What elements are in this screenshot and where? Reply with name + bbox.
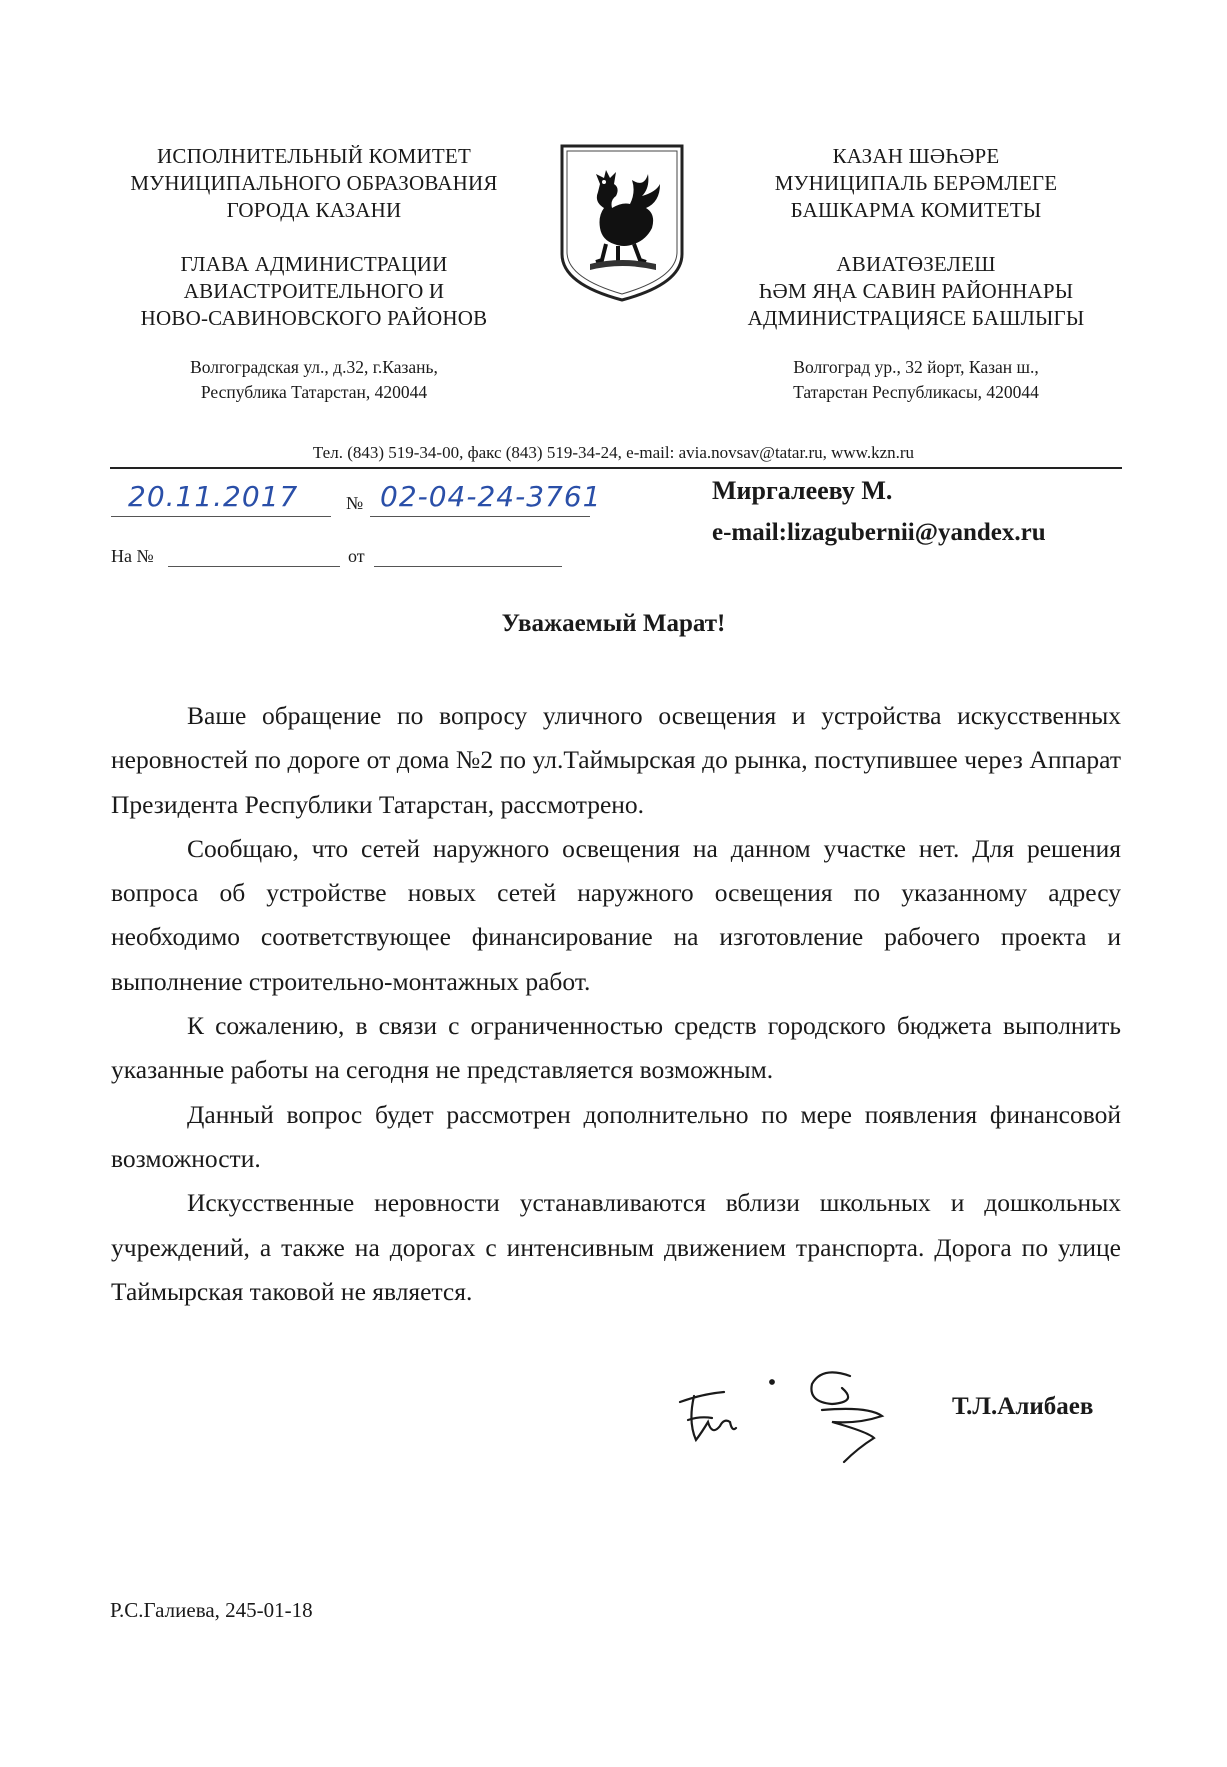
number-label: № — [346, 493, 364, 513]
body-paragraph: Ваше обращение по вопросу уличного освещения и устройства искусственных неровностей по дороге от дома №2 по ул.Таймырская до рынка, поступившее через Аппарат Президента Республики Татарстан, рассмотрено. — [111, 701, 1121, 819]
org-line: МУНИЦИПАЛЬНОГО ОБРАЗОВАНИЯ — [130, 171, 498, 195]
recipient-email: e-mail:lizagubernii@yandex.ru — [712, 519, 1046, 546]
dept-line: НОВО-САВИНОВСКОГО РАЙОНОВ — [140, 306, 488, 330]
address-line: Татарстан Республикасы, 420044 — [793, 382, 1039, 402]
number-underline — [370, 516, 590, 517]
greeting: Уважаемый Марат! — [501, 610, 726, 637]
body-paragraph: Сообщаю, что сетей наружного освещения на данном участке нет. Для решения вопроса об устройстве новых сетей наружного освещения по указанному адресу необходимо соответствующее финансирование на изготовление рабочего проекта и выполнение строительно-монтажных работ. — [111, 833, 1121, 996]
header-right-org — [706, 143, 1126, 224]
body-paragraph: Искусственные неровности устанавливаются вблизи школьных и дошкольных учреждений, а также на дорогах с интенсивным движением транспорта. Дорога по улице Таймырская таковой не является. — [111, 1188, 1121, 1306]
executor-info: Р.С.Галиева, 245-01-18 — [110, 1598, 313, 1622]
org-line: КАЗАН ШӘҺӘРЕ — [832, 144, 1000, 168]
from-underline — [374, 566, 562, 567]
org-line: ИСПОЛНИТЕЛЬНЫЙ КОМИТЕТ — [157, 144, 471, 168]
kazan-coat-of-arms — [560, 144, 684, 302]
header-divider — [110, 467, 1122, 469]
date-underline — [111, 516, 331, 517]
org-line: МУНИЦИПАЛЬ БЕРӘМЛЕГЕ — [774, 171, 1058, 195]
body-paragraph: К сожалению, в связи с ограниченностью средств городского бюджета выполнить указанные работы на сегодня не представляется возможным. — [111, 1011, 1121, 1085]
outgoing-date: 20.11.2017 — [128, 480, 299, 513]
header-left-dept — [104, 251, 524, 332]
dept-line: АВИАСТРОИТЕЛЬНОГО И — [183, 279, 445, 303]
address-line: Республика Татарстан, 420044 — [200, 382, 428, 402]
address-line: Волгоград ур., 32 йорт, Казан ш., — [793, 357, 1039, 377]
org-line: ГОРОДА КАЗАНИ — [226, 198, 402, 222]
body-paragraph: Данный вопрос будет рассмотрен дополнительно по мере появления финансовой возможности. — [111, 1099, 1121, 1173]
signer-name: Т.Л.Алибаев — [952, 1393, 1094, 1420]
address-line: Волгоградская ул., д.32, г.Казань, — [190, 357, 438, 377]
letter-body — [111, 694, 1121, 1314]
from-label: от — [348, 546, 365, 566]
dept-line: ГЛАВА АДМИНИСТРАЦИИ — [180, 252, 448, 276]
org-line: БАШКАРМА КОМИТЕТЫ — [790, 198, 1042, 222]
dept-line: АВИАТӨЗЕЛЕШ — [836, 252, 996, 276]
header-right-address — [706, 355, 1126, 405]
header-left-org — [104, 143, 524, 224]
dept-line: ҺӘМ ЯҢА САВИН РАЙОННАРЫ — [758, 279, 1074, 303]
reference-label: На № — [111, 546, 154, 566]
reference-underline — [168, 566, 340, 567]
outgoing-number: 02-04-24-3761 — [380, 480, 602, 513]
contact-line: Тел. (843) 519-34-00, факс (843) 519-34-24, e-mail: avia.novsav@tatar.ru, www.kzn.ru — [312, 443, 915, 462]
handwritten-signature — [672, 1362, 932, 1472]
dept-line: АДМИНИСТРАЦИЯСЕ БАШЛЫГЫ — [747, 306, 1085, 330]
header-right-dept — [706, 251, 1126, 332]
recipient-name: Миргалееву М. — [712, 476, 893, 505]
header-left-address — [104, 355, 524, 405]
